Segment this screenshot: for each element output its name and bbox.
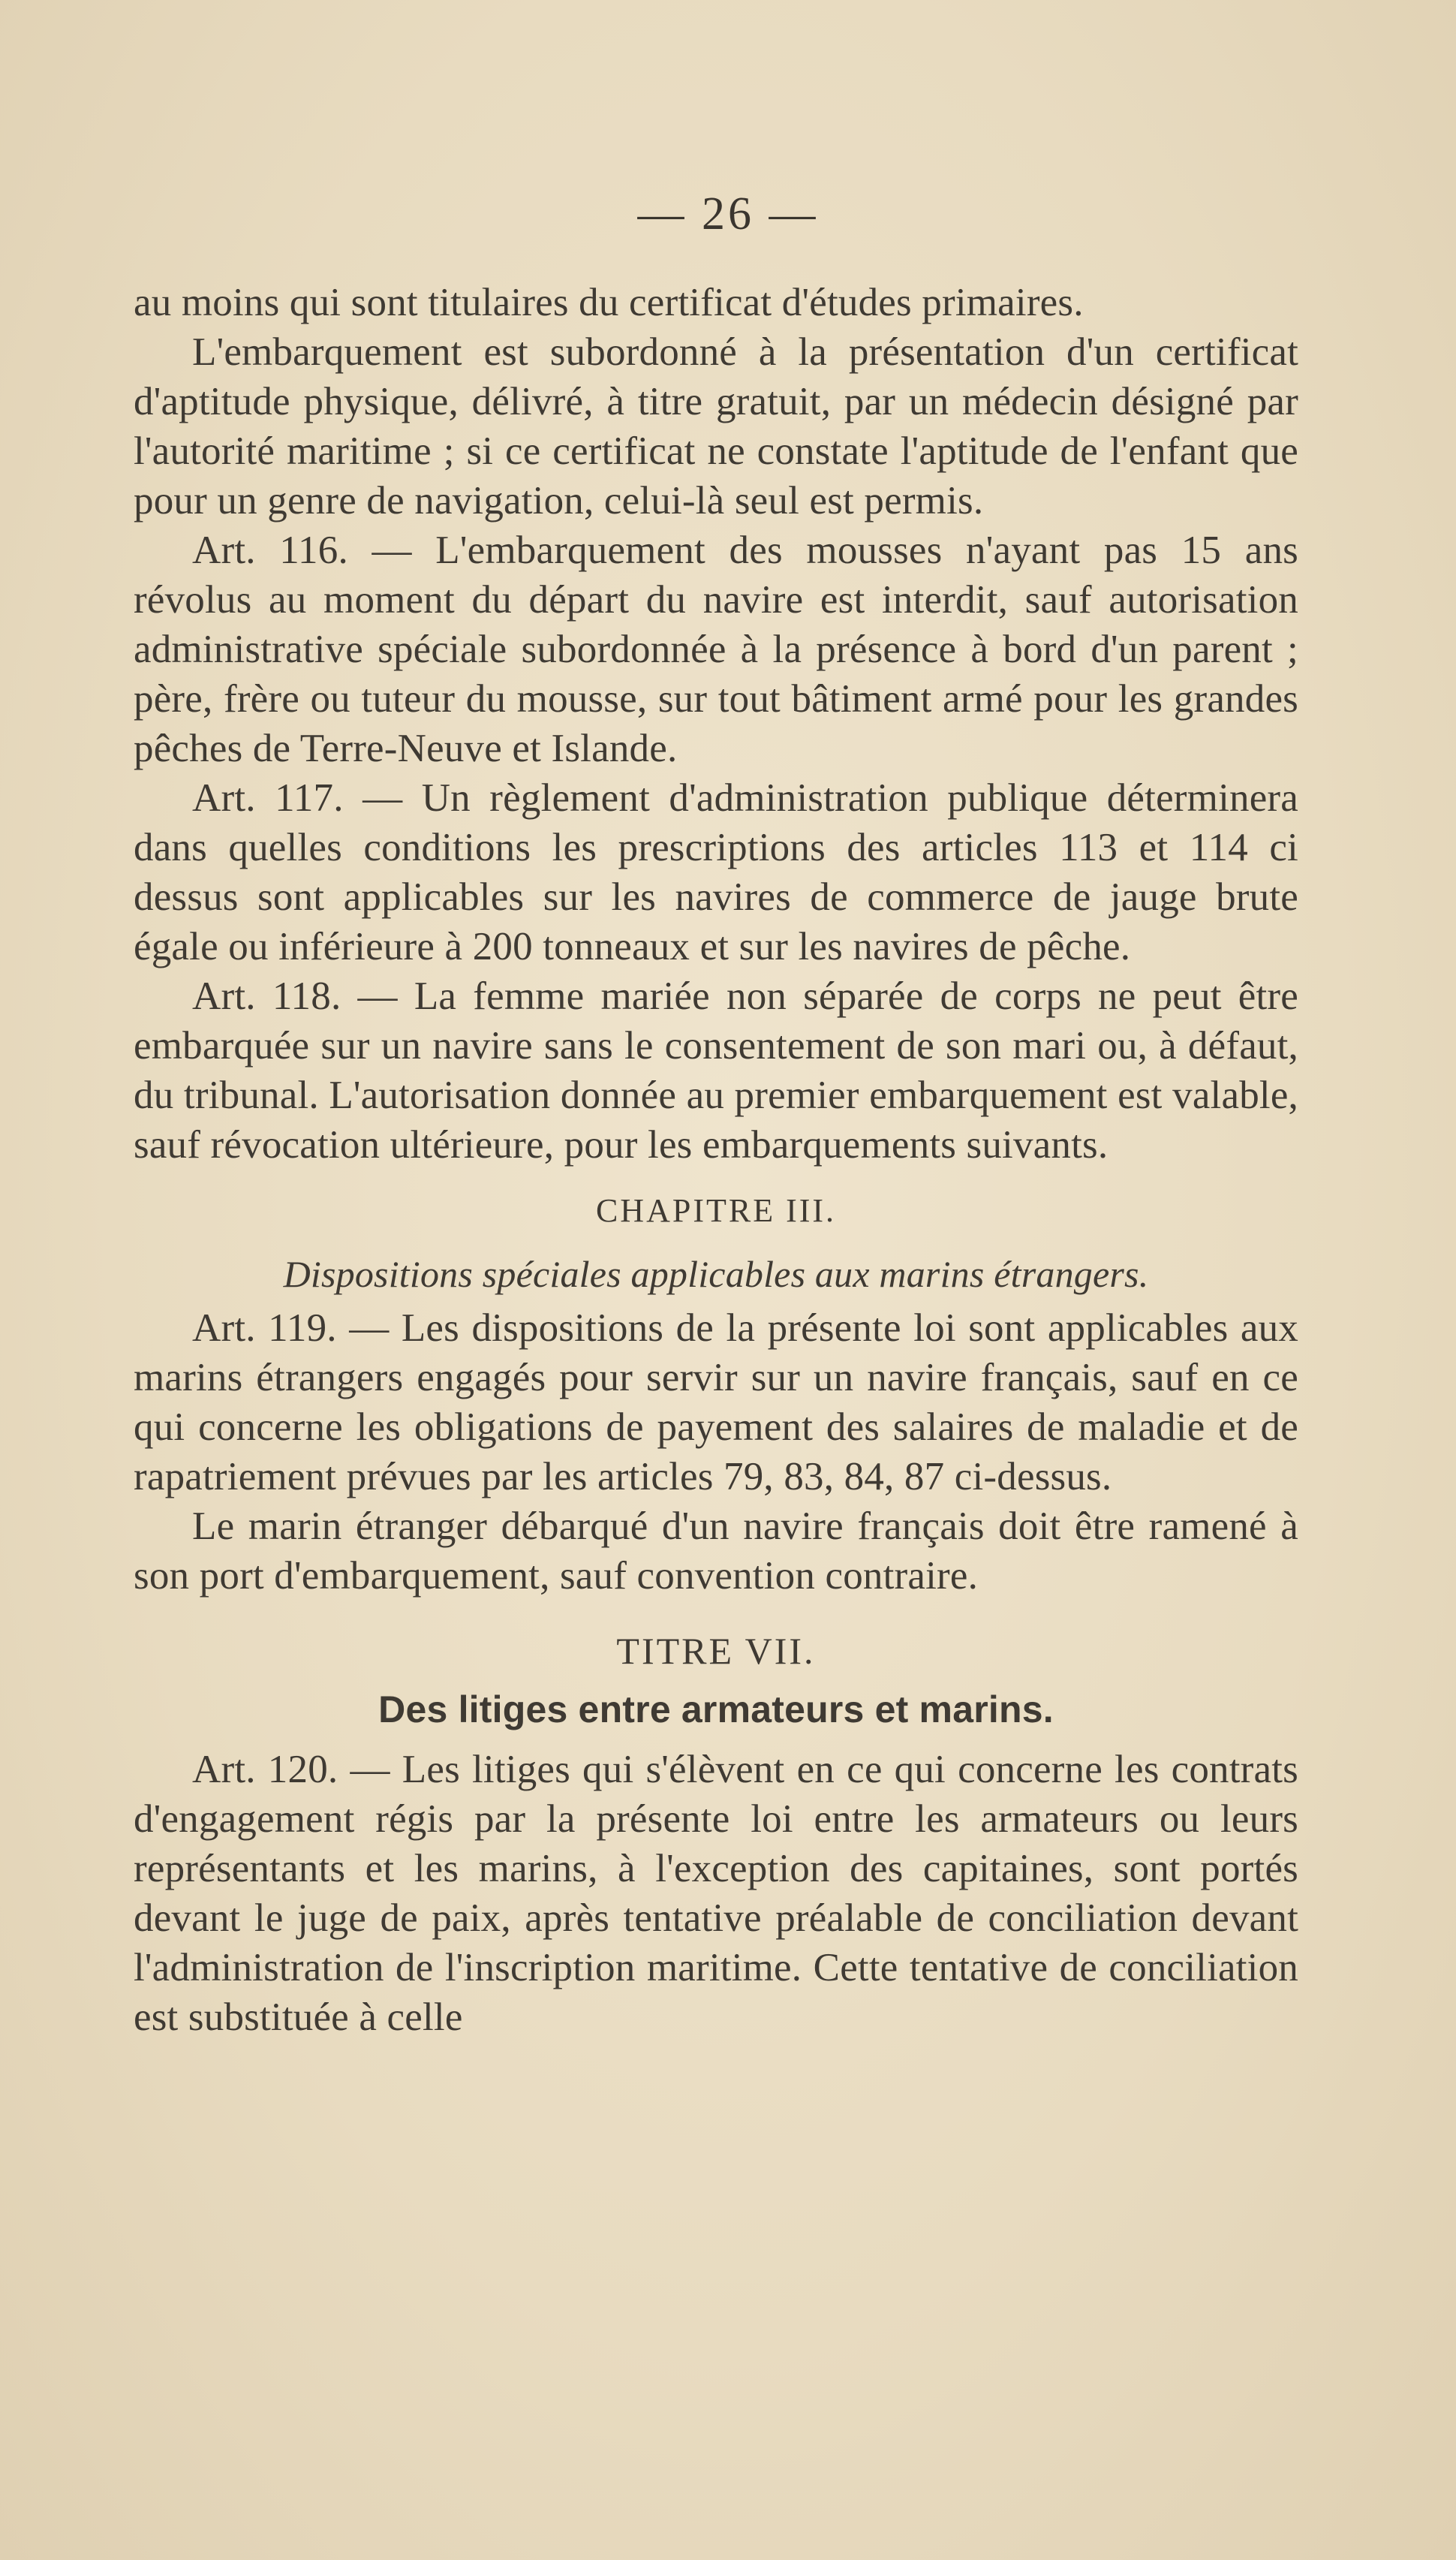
- chapter-title: Dispositions spéciales applicables aux marins étrangers.: [283, 1253, 1149, 1295]
- body-text: [134, 180, 1298, 2042]
- article-116: Art. 116. — L'embarquement des mousses n'ayant pas 15 ans révolus au moment du départ du navire est interdit, sauf autorisation administrative spéciale subordonnée à la présence à bord d'un parent ; père, frère ou tuteur du mousse, sur tout bâtiment armé pour les grandes pêches de Terre-Neuve et Islande.: [134, 529, 1298, 770]
- page-number: — 26 —: [637, 188, 819, 239]
- paragraph-continuation: au moins qui sont titulaires du certificat d'études primaires.: [134, 281, 1084, 324]
- title-subject: Des litiges entre armateurs et marins.: [378, 1688, 1054, 1730]
- chapter-heading: CHAPITRE III.: [595, 1192, 837, 1229]
- article-119: Art. 119. — Les dispositions de la présente loi sont applicables aux marins étrangers engagés pour servir sur un navire français, sauf en ce qui concerne les obligations de payement des salaires de maladie et de rapatriement prévues par les articles 79, 83, 84, 87 ci-dessus.: [134, 1306, 1298, 1498]
- paragraph-certificat: L'embarquement est subordonné à la présentation d'un certificat d'aptitude physique, délivré, à titre gratuit, par un médecin désigné par l'autorité maritime ; si ce certificat ne constate l'aptitude de l'enfant que pour un genre de navigation, celui-là seul est permis.: [134, 330, 1298, 523]
- article-120: Art. 120. — Les litiges qui s'élèvent en ce qui concerne les contrats d'engagement régis par la présente loi entre les armateurs ou leurs représentants et les marins, à l'exception des capitaines, sont portés devant le juge de paix, après tentative préalable de conciliation devant l'administration de l'inscription maritime. Cette tentative de conciliation est substituée à celle: [134, 1748, 1298, 2039]
- article-118: Art. 118. — La femme mariée non séparée de corps ne peut être embarquée sur un navire sans le consentement de son mari ou, à défaut, du tribunal. L'autorisation donnée au premier embarquement est valable, sauf révocation ultérieure, pour les embarquements suivants.: [134, 974, 1298, 1167]
- paragraph-marin-etranger: Le marin étranger débarqué d'un navire français doit être ramené à son port d'embarquement, sauf convention contraire.: [134, 1504, 1298, 1598]
- article-117: Art. 117. — Un règlement d'administration publique déterminera dans quelles conditions les prescriptions des articles 113 et 114 ci dessus sont applicables sur les navires de commerce de jauge brute égale ou inférieure à 200 tonneaux et sur les navires de pêche.: [134, 776, 1298, 968]
- title-heading: TITRE VII.: [616, 1630, 816, 1672]
